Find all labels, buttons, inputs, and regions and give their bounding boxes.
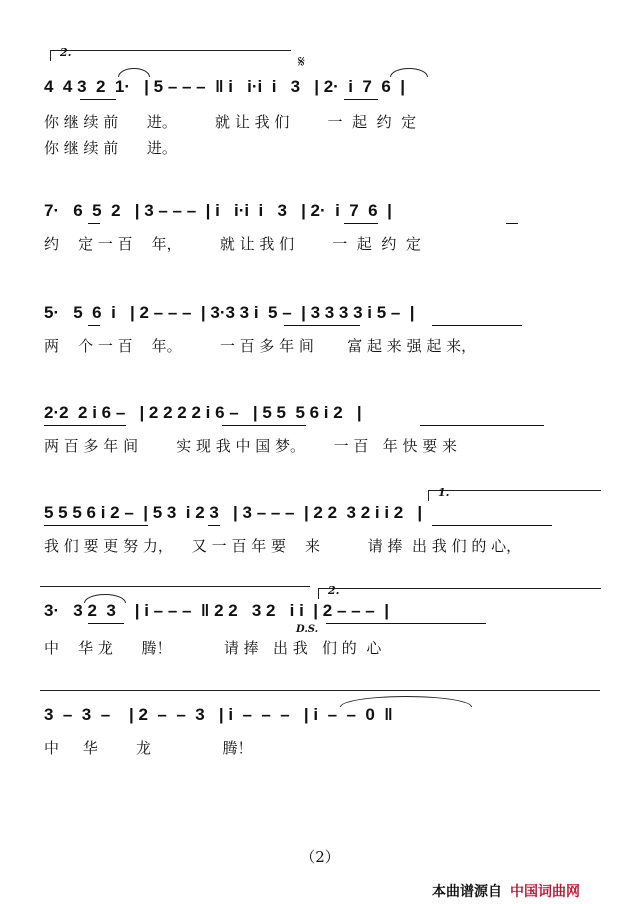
underline-beam <box>44 525 148 526</box>
lyric-line: 我 们 要 更 努 力， 又 一 百 年 要 来 请 捧 出 我 们 的 心， <box>44 537 522 555</box>
volta-label: 1. <box>438 486 450 499</box>
lyric-line: 中 华 龙 腾！ <box>44 739 253 757</box>
underline-beam <box>88 223 100 224</box>
volta-bracket <box>318 588 601 599</box>
underline-beam <box>326 623 486 624</box>
underline-beam <box>80 99 116 100</box>
volta-label: 2. <box>60 46 72 59</box>
underline-beam <box>432 525 552 526</box>
underline-beam <box>344 99 378 100</box>
notation-line: 2·2 2 i 6 – | 2 2 2 2 i 6 – | 5 5 5 6 i 2 | <box>44 403 362 422</box>
notation-line: 3 – 3 – | 2 – – 3 | i – – – | i – – 0 ‖ <box>44 705 393 724</box>
lyric-line: 你 继 续 前 进。 <box>44 139 177 157</box>
underline-beam <box>432 325 522 326</box>
underline-beam <box>344 223 378 224</box>
volta-bracket <box>50 50 291 61</box>
dal-segno-mark: D.S. <box>296 624 319 635</box>
page-number: （2） <box>300 848 340 866</box>
underline-beam <box>506 223 518 224</box>
underline-beam <box>284 325 360 326</box>
underline-beam <box>88 325 100 326</box>
underline-beam <box>420 425 544 426</box>
lyric-line: 两 个 一 百 年。 一 百 多 年 间 富 起 来 强 起 来， <box>44 337 477 355</box>
lyric-line: 约 定 一 百 年， 就 让 我 们 一 起 约 定 <box>44 235 421 253</box>
lyric-line: 你 继 续 前 进。 就 让 我 们 一 起 约 定 <box>44 113 417 131</box>
source-credit <box>432 881 580 901</box>
underline-beam <box>44 425 126 426</box>
site-name-link[interactable]: 中国词曲网 <box>510 884 580 900</box>
segno-sign: 𝄋 <box>298 52 305 71</box>
source-label: 本曲谱源自 <box>432 884 502 900</box>
underline-beam <box>222 425 306 426</box>
volta-bracket <box>428 490 601 501</box>
notation-line: 5· 5 6 i | 2 – – – | 3·3 3 i 5 – | 3 3 3 3 i 5 – | <box>44 303 415 322</box>
underline-beam <box>208 525 220 526</box>
notation-line: 3· 3 2 3 | i – – – ‖ 2 2 3 2 i i | 2 – – – | <box>44 601 389 620</box>
staff-divider <box>40 690 600 691</box>
underline-beam <box>88 623 124 624</box>
notation-line: 5 5 5 6 i 2 – | 5 3 i 2 3 | 3 – – – | 2 2 3 2 i i 2 | <box>44 503 423 522</box>
lyric-line: 中 华 龙 腾！ 请 捧 出 我 们 的 心 <box>44 639 382 657</box>
lyric-line: 两 百 多 年 间 实 现 我 中 国 梦。 一 百 年 快 要 来 <box>44 437 458 455</box>
staff-divider <box>40 586 310 587</box>
volta-label: 2. <box>328 584 340 597</box>
notation-line: 7· 6 5 2 | 3 – – – | i i·i i 3 | 2· i 7 6 | <box>44 201 392 220</box>
notation-line: 4 4 3 2 1· | 5 – – – ‖ i i·i i 3 | 2· i 7 6 | <box>44 77 405 96</box>
